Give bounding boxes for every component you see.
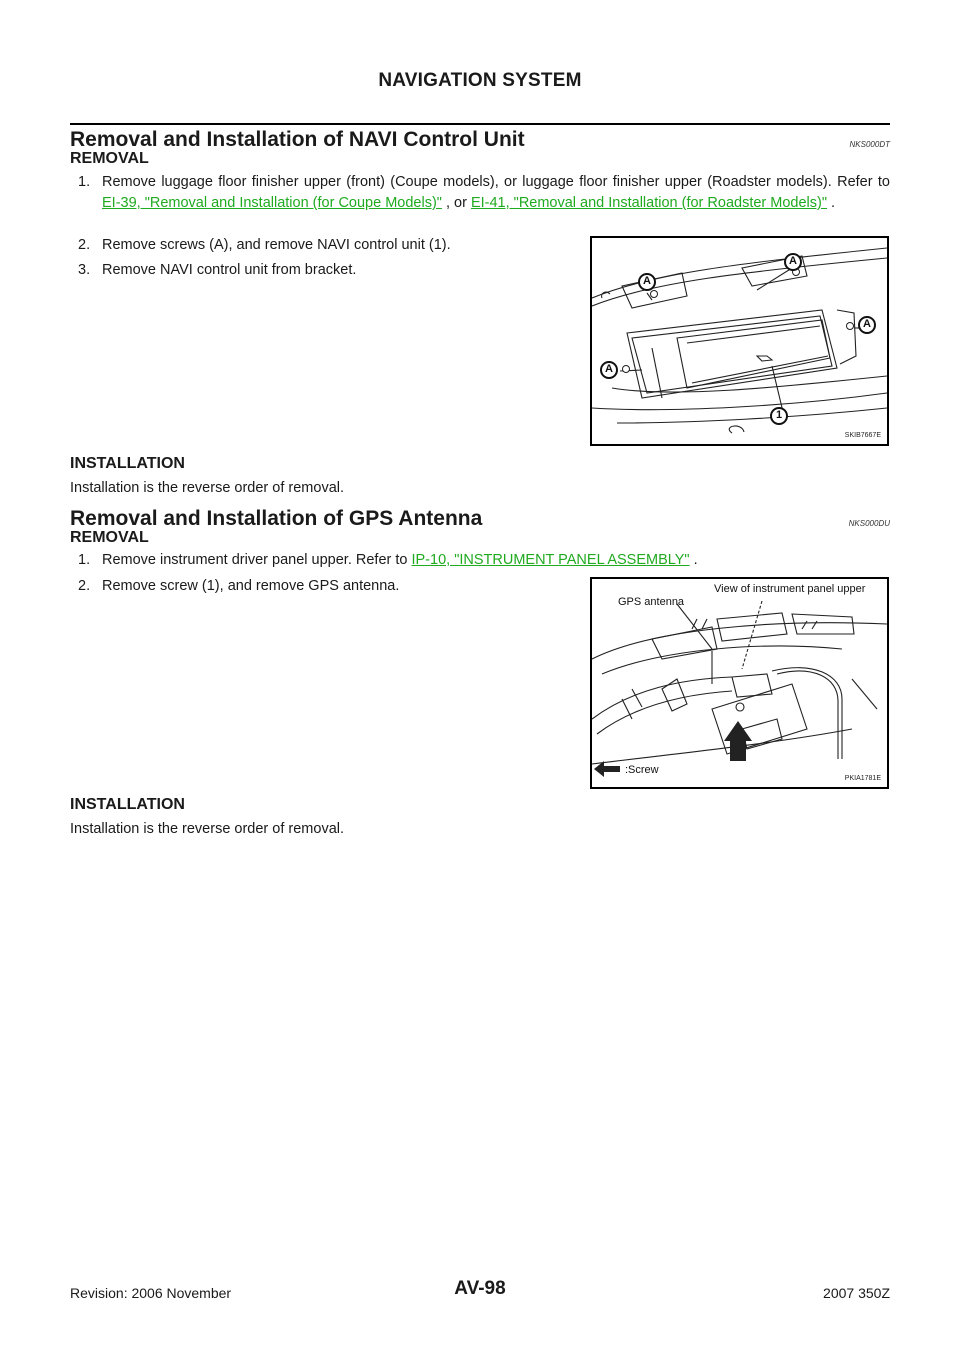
step-text: Remove NAVI control unit from bracket. [102,262,357,278]
section-title-navi: Removal and Installation of NAVI Control Unit [70,128,525,151]
link-ip-10[interactable]: IP-10, "INSTRUMENT PANEL ASSEMBLY" [411,552,690,568]
installation-text-navi: Installation is the reverse order of removal. [70,480,345,496]
footer-model: 2007 350Z [823,1285,890,1301]
callout-1: 1 [776,409,783,421]
figure-code: PKIA1781E [844,775,881,782]
step-text: . [827,195,836,211]
gps-step-1 [70,550,890,571]
label-gps-antenna: GPS antenna [618,596,685,608]
navi-step-1 [70,172,890,214]
step-text: . [689,552,698,568]
footer-page-number: AV-98 [454,1278,506,1299]
step-text: Remove instrument driver panel upper. Refer to [102,552,412,568]
removal-heading-gps: REMOVAL [70,529,149,546]
step-text: Remove luggage floor finisher upper (front) (Coupe models), or luggage floor finisher upper (Roadster models). Refer to [102,174,890,190]
header-rule [70,123,890,125]
step-text: , or [441,195,471,211]
step-number: 1. [78,174,91,190]
callout-a: A [863,318,871,330]
link-ei-41[interactable]: EI-41, "Removal and Installation (for Roadster Models)" [470,195,827,211]
section-title-gps: Removal and Installation of GPS Antenna [70,507,483,530]
navi-unit-illustration [592,238,887,444]
step-number: 3. [78,262,91,278]
callout-a: A [605,363,613,375]
figure-navi-control-unit [590,236,889,446]
step-text: Remove screws (A), and remove NAVI control unit (1). [102,237,451,253]
figure-gps-antenna [590,577,889,789]
installation-heading-navi: INSTALLATION [70,455,185,472]
callout-a: A [789,255,797,267]
installation-text-gps: Installation is the reverse order of removal. [70,821,345,837]
section-code-gps: NKS000DU [848,519,890,528]
figure-code: SKIB7667E [844,432,881,439]
callout-a: A [643,275,651,287]
page-header: NAVIGATION SYSTEM [378,70,582,91]
step-number: 2. [78,237,91,253]
footer-revision: Revision: 2006 November [70,1285,232,1301]
step-number: 1. [78,552,91,568]
step-text: Remove screw (1), and remove GPS antenna. [102,578,400,594]
installation-heading-gps: INSTALLATION [70,796,185,813]
link-ei-39[interactable]: EI-39, "Removal and Installation (for Coupe Models)" [102,195,442,211]
step-number: 2. [78,578,91,594]
removal-heading-navi: REMOVAL [70,150,149,167]
section-code-navi: NKS000DT [849,140,890,149]
label-view-panel: View of instrument panel upper [714,583,866,595]
label-screw: :Screw [625,764,659,776]
gps-antenna-illustration [592,579,887,787]
